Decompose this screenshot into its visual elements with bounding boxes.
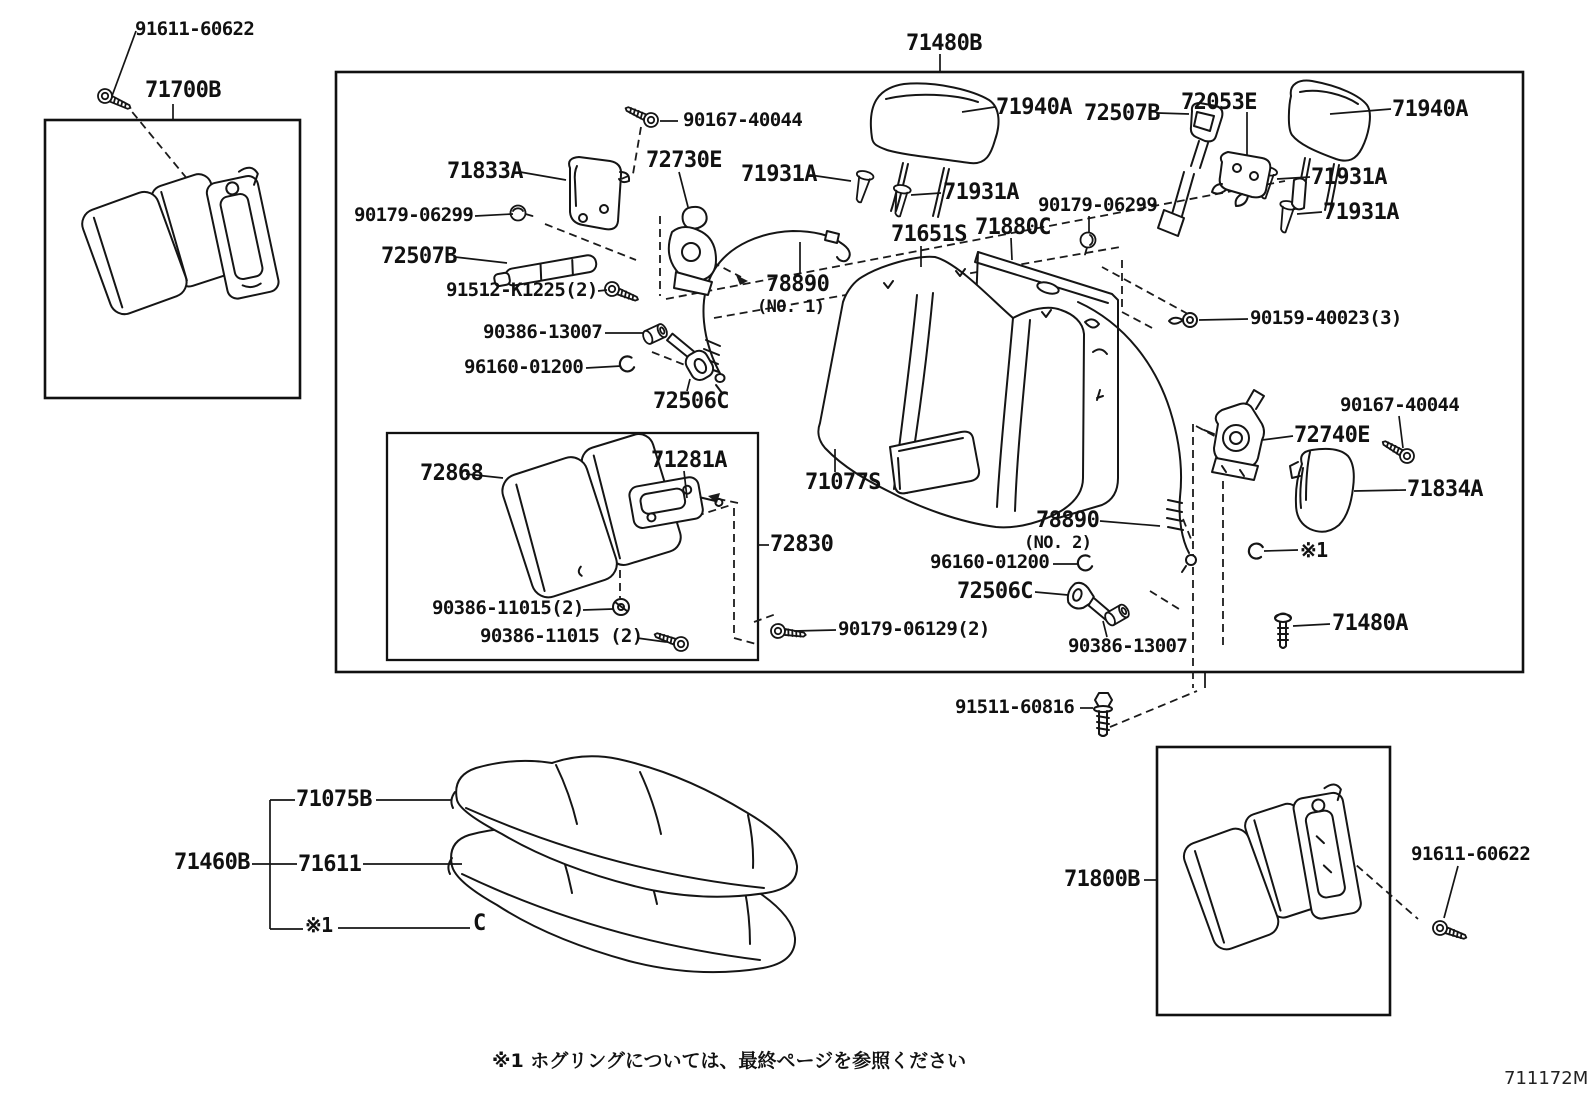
- part-label-screw-90167-40044-left: 90167-40044: [683, 109, 803, 131]
- part-label-armrest-72830: 72830: [770, 532, 834, 557]
- part-label-cushion-71460B: 71460B: [174, 850, 250, 875]
- part-label-latch-72740E: 72740E: [1294, 423, 1370, 448]
- part-label-box-71700B: 71700B: [145, 78, 221, 103]
- part-label-key-72506C-upper: 72506C: [653, 389, 729, 414]
- part-label-bolt-91512-K1225: 91512-K1225(2): [446, 279, 598, 301]
- part-label-bolt-91611-60622-topleft: 91611-60622: [135, 18, 255, 40]
- part-label-support-71931A-4: 71931A: [1323, 200, 1399, 225]
- part-label-bracket-71833A: 71833A: [447, 159, 523, 184]
- seat-cushion-drawing: [448, 756, 797, 972]
- part-label-board-71880C: 71880C: [975, 215, 1051, 240]
- part-label-box-71800B: 71800B: [1064, 867, 1140, 892]
- part-label-screw-71480A: 71480A: [1332, 611, 1408, 636]
- part-label-clip-90386-11015-2: 90386-11015 (2): [480, 625, 643, 647]
- part-label-cushion-71075B: 71075B: [296, 787, 372, 812]
- hog-ring-note: ※1 ホグリングについては、最終ページを参照ください: [492, 1050, 967, 1072]
- part-label-support-71931A-2: 71931A: [943, 180, 1019, 205]
- part-label-clip-90386-11015-1: 90386-11015(2): [432, 597, 584, 619]
- part-label-lock-72730E: 72730E: [646, 148, 722, 173]
- part-label-pad-71651S: 71651S: [891, 222, 967, 247]
- part-label-headrest-71940A-right: 71940A: [1392, 97, 1468, 122]
- seatback-71800B-drawing: [1180, 783, 1469, 953]
- part-label-support-71931A-1: 71931A: [741, 162, 817, 187]
- part-label-seatback-71077S: 71077S: [805, 470, 881, 495]
- part-label-hinge-72053E: 72053E: [1181, 90, 1257, 115]
- part-label-cable-78890-no1: 78890: [766, 272, 830, 297]
- part-label-cushion-71611: 71611: [298, 852, 362, 877]
- part-label-clip-96160-01200-lower: 96160-01200: [930, 551, 1050, 573]
- part-label-belt-guide-72507B: 72507B: [1084, 101, 1160, 126]
- part-label-bolt-91511-60816: 91511-60816: [955, 696, 1075, 718]
- part-label-screw-90179-06129: 90179-06129(2): [838, 618, 990, 640]
- part-label-bolt-91611-60622-bottomright: 91611-60622: [1411, 843, 1531, 865]
- part-label-headrest-71940A-left: 71940A: [996, 95, 1072, 120]
- part-label-nut-90179-06299-left: 90179-06299: [354, 204, 474, 226]
- part-label-hogring-ref-bottom: ※1: [305, 913, 333, 937]
- part-label-bushing-90386-13007-lower: 90386-13007: [1068, 635, 1188, 657]
- part-label-bushing-90386-13007-upper: 90386-13007: [483, 321, 603, 343]
- part-label-cable-78890-no2: 78890: [1036, 508, 1100, 533]
- part-label-hinge-71281A: 71281A: [651, 448, 727, 473]
- part-label-clip-90159-40023: 90159-40023(3): [1250, 307, 1402, 329]
- part-label-rod-72507B-left: 72507B: [381, 244, 457, 269]
- part-label-cable-78890-no1-sub: (NO. 1): [757, 297, 825, 317]
- figure-number: 711172M: [1504, 1068, 1589, 1089]
- part-label-screw-90167-40044-right: 90167-40044: [1340, 394, 1460, 416]
- part-label-pad-72868: 72868: [420, 461, 484, 486]
- seatback-71700B-drawing: [78, 166, 282, 318]
- part-label-hogring-ref-right: ※1: [1300, 538, 1328, 562]
- part-label-key-72506C-lower: 72506C: [957, 579, 1033, 604]
- part-label-nut-90179-06299-right: 90179-06299: [1038, 194, 1158, 216]
- part-label-support-71931A-3: 71931A: [1311, 165, 1387, 190]
- part-label-box-71480B: 71480B: [906, 31, 982, 56]
- part-label-cover-71834A: 71834A: [1407, 477, 1483, 502]
- part-label-hogring-c: C: [473, 911, 486, 936]
- part-label-clip-96160-01200-upper: 96160-01200: [464, 356, 584, 378]
- part-label-cable-78890-no2-sub: (NO. 2): [1024, 533, 1092, 553]
